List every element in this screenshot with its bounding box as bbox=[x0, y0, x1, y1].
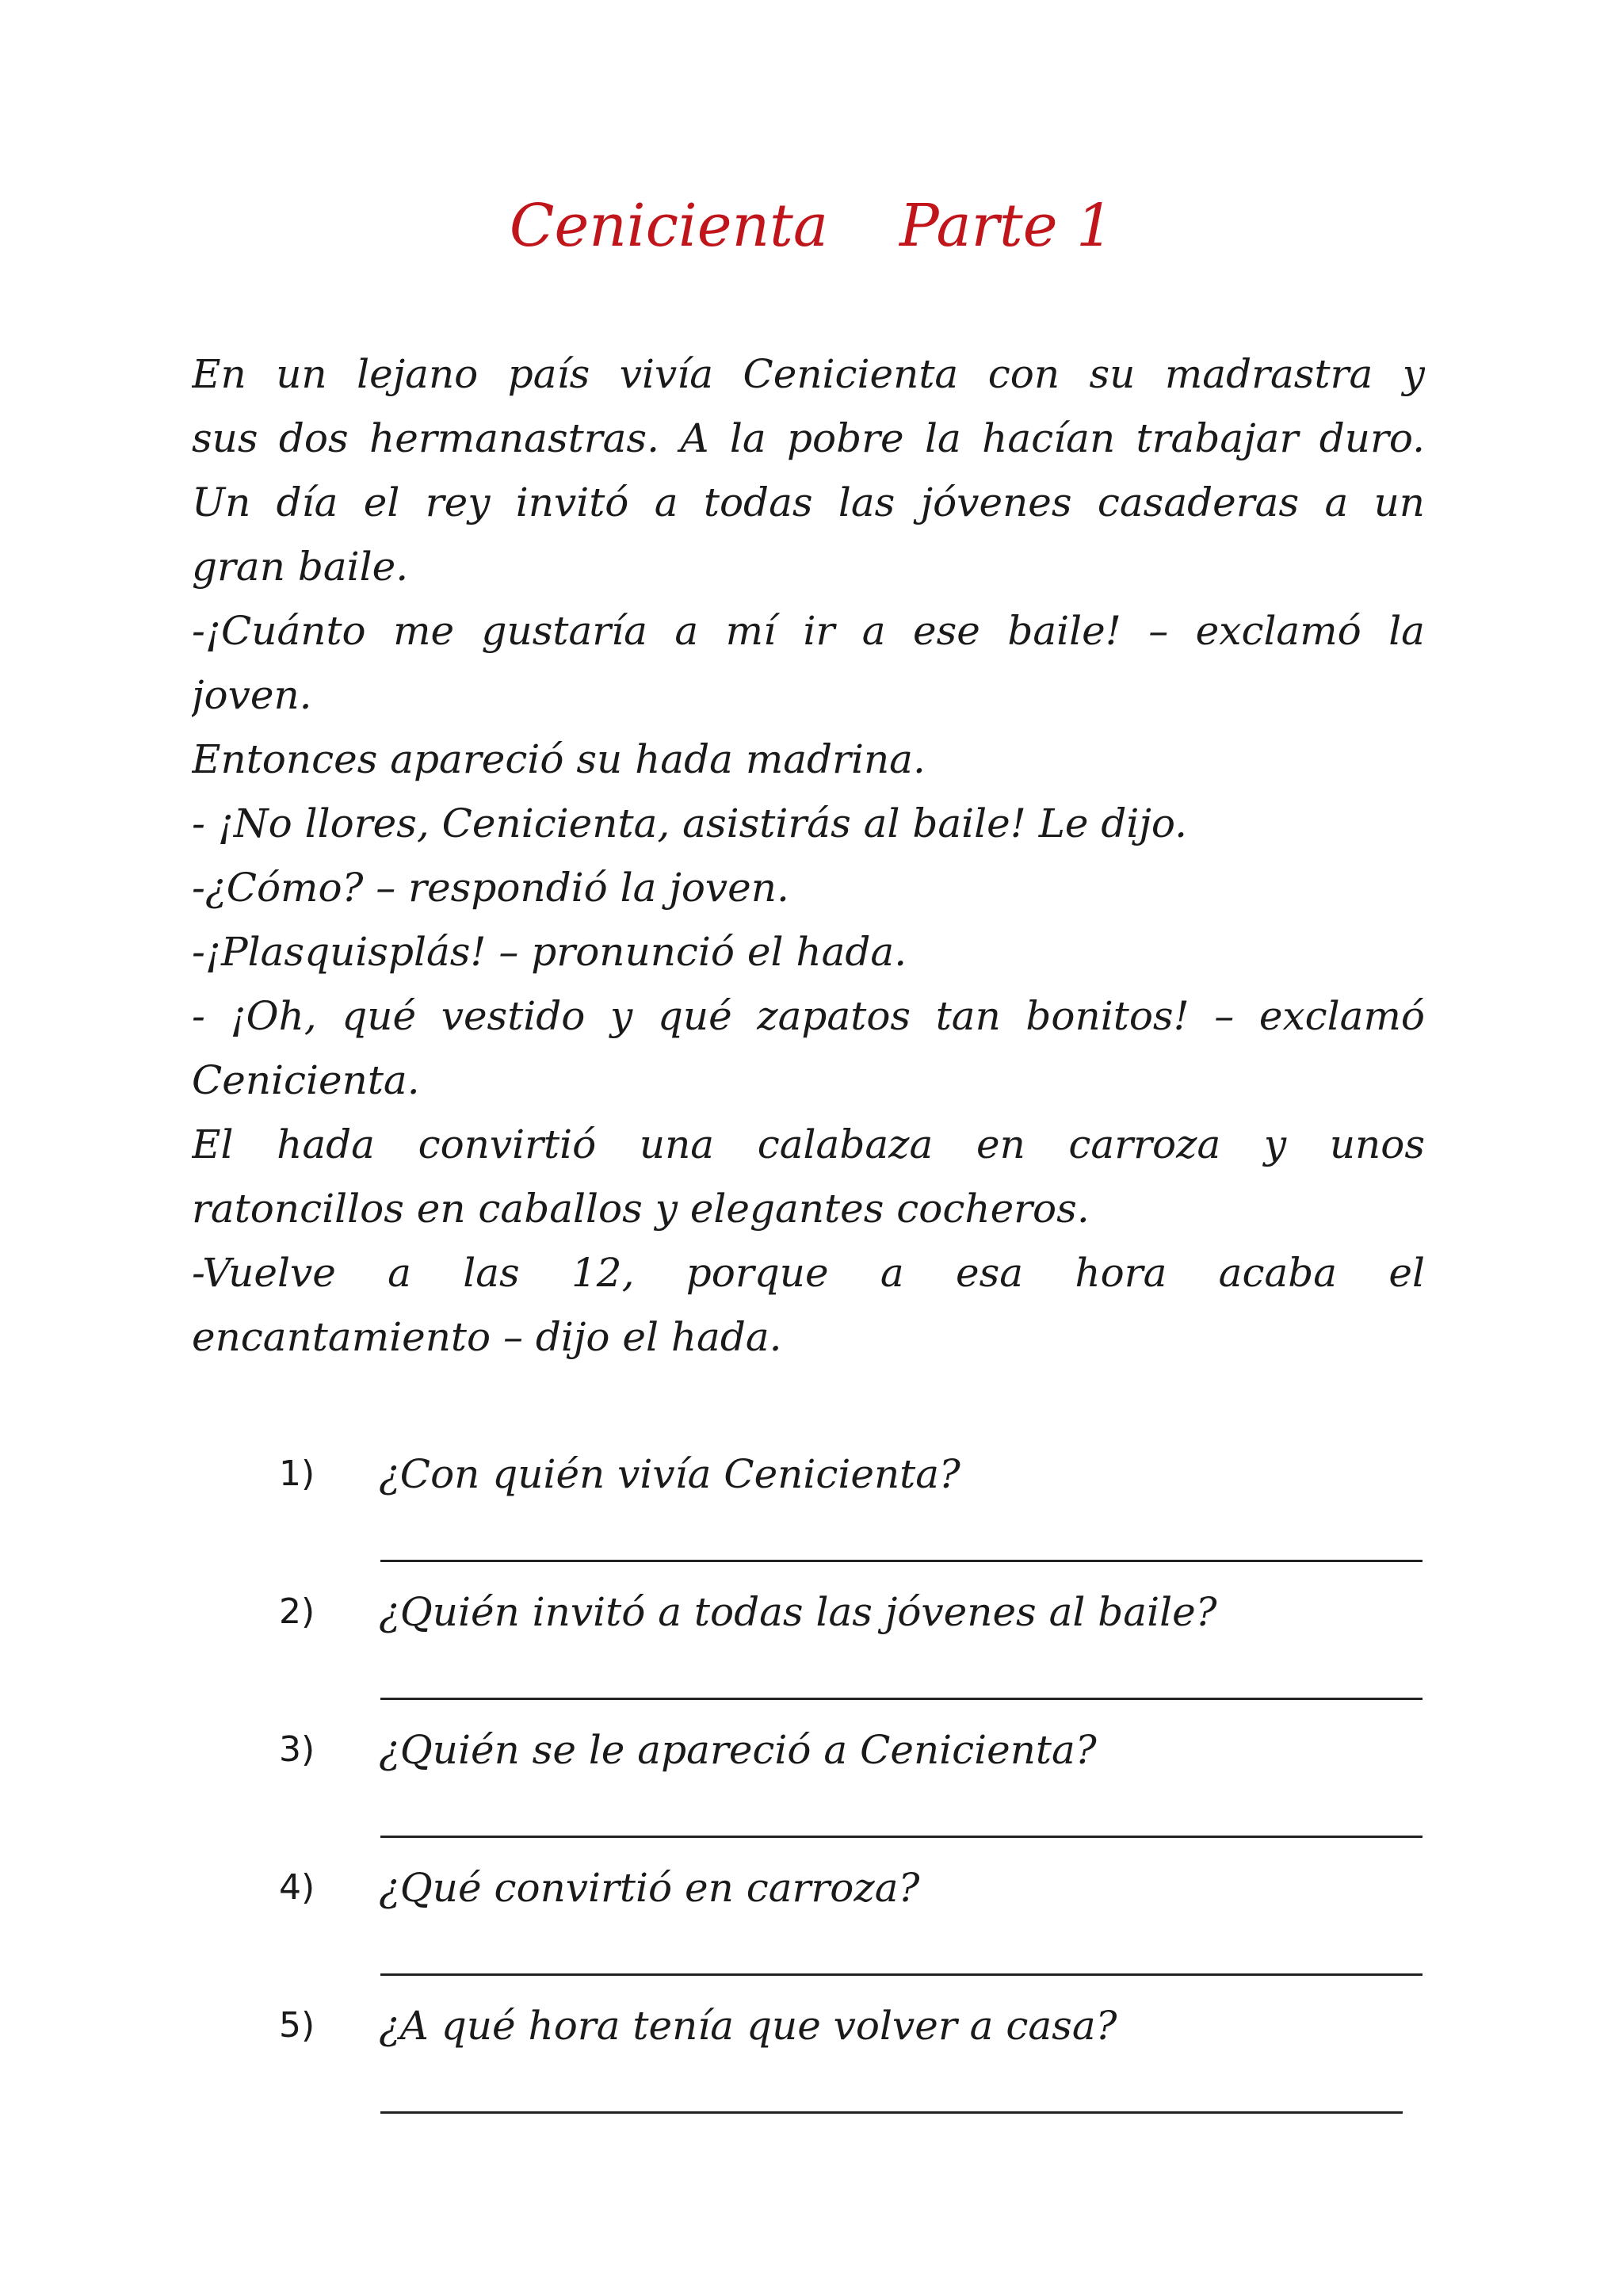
story-line: - ¡No llores, Cenicienta, asistirás al baile! Le dijo. bbox=[192, 800, 1188, 846]
answer-line[interactable] bbox=[380, 1836, 1423, 1838]
question-number: 5) bbox=[279, 2005, 315, 2046]
answer-line[interactable] bbox=[380, 1973, 1423, 1976]
question-item bbox=[0, 1580, 1623, 1720]
story-line: Un día el rey invitó a todas las jóvenes casaderas a un bbox=[192, 479, 1425, 525]
question-text: ¿Quién invitó a todas las jóvenes al baile? bbox=[379, 1589, 1217, 1635]
question-text: ¿Qué convirtió en carroza? bbox=[379, 1865, 920, 1911]
story-line: gran baile. bbox=[192, 544, 409, 590]
question-item bbox=[0, 1856, 1623, 1996]
story-line: -¡Cuánto me gustaría a mí ir a ese baile! – exclamó la bbox=[192, 608, 1425, 654]
answer-line[interactable] bbox=[380, 1560, 1423, 1562]
question-number: 3) bbox=[279, 1729, 315, 1770]
question-item bbox=[0, 1994, 1623, 2134]
answer-line[interactable] bbox=[380, 2111, 1403, 2114]
story-line: sus dos hermanastras. A la pobre la hacían trabajar duro. bbox=[192, 415, 1425, 461]
question-number: 4) bbox=[279, 1867, 315, 1908]
question-text: ¿Con quién vivía Cenicienta? bbox=[379, 1451, 960, 1497]
story-line: encantamiento – dijo el hada. bbox=[192, 1314, 782, 1360]
question-number: 2) bbox=[279, 1591, 315, 1632]
story-line: Entonces apareció su hada madrina. bbox=[192, 736, 926, 782]
title-part: Parte 1 bbox=[899, 192, 1114, 260]
story-line: -¿Cómo? – respondió la joven. bbox=[192, 865, 789, 911]
story-line: joven. bbox=[192, 672, 312, 718]
question-number: 1) bbox=[279, 1454, 315, 1494]
story-line: En un lejano país vivía Cenicienta con su madrastra y bbox=[192, 351, 1425, 397]
question-item bbox=[0, 1442, 1623, 1582]
page-title bbox=[0, 186, 1623, 266]
story-line: - ¡Oh, qué vestido y qué zapatos tan bonitos! – exclamó bbox=[192, 993, 1425, 1039]
story-line: -¡Plasquisplás! – pronunció el hada. bbox=[192, 929, 907, 975]
story-line: Cenicienta. bbox=[192, 1057, 420, 1103]
question-text: ¿Quién se le apareció a Cenicienta? bbox=[379, 1727, 1097, 1773]
title-main: Cenicienta bbox=[509, 192, 829, 260]
story-text bbox=[192, 342, 1425, 1370]
answer-line[interactable] bbox=[380, 1698, 1423, 1700]
story-line: El hada convirtió una calabaza en carroza y unos bbox=[192, 1121, 1425, 1167]
story-line: ratoncillos en caballos y elegantes cocheros. bbox=[192, 1186, 1090, 1232]
question-item bbox=[0, 1718, 1623, 1858]
story-line: -Vuelve a las 12, porque a esa hora acaba el bbox=[192, 1250, 1425, 1296]
question-text: ¿A qué hora tenía que volver a casa? bbox=[379, 2003, 1117, 2049]
